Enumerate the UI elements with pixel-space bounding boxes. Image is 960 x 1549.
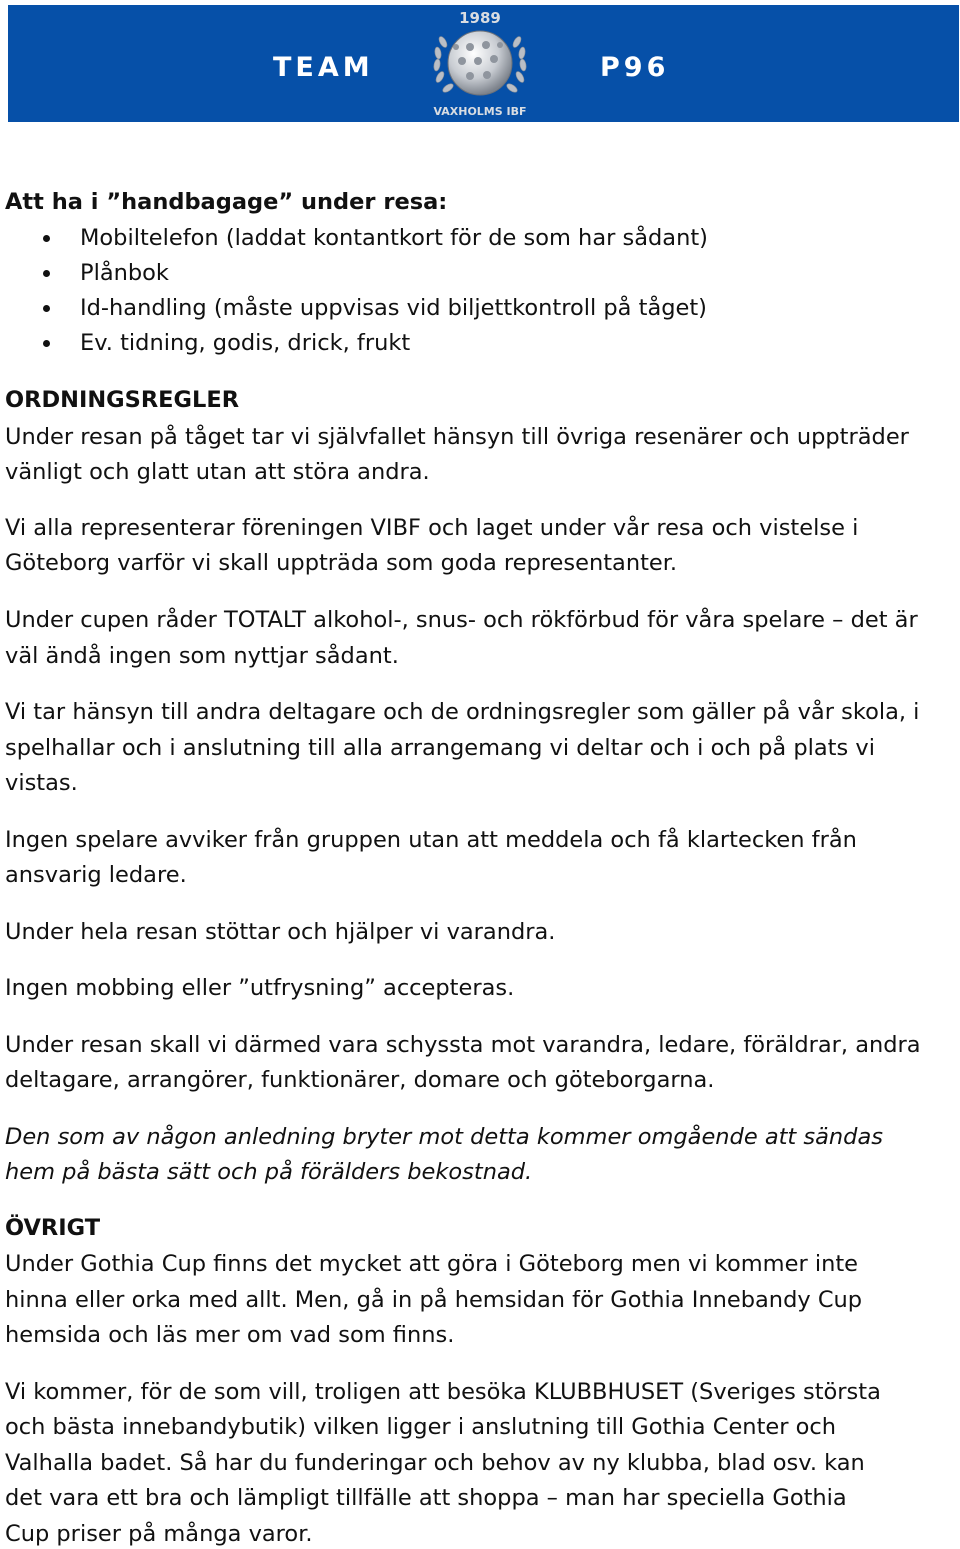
bullet-icon (43, 305, 50, 312)
paragraph-line: deltagare, arrangörer, funktionärer, domare och göteborgarna. (5, 1067, 715, 1093)
logo-club-name: VAXHOLMS IBF (433, 105, 527, 118)
paragraph-line: Den som av någon anledning bryter mot detta kommer omgående att sändas (5, 1124, 883, 1150)
banner-right-word: P96 (600, 52, 670, 83)
paragraph-line: spelhallar och i anslutning till alla arrangemang vi deltar och i och på plats vi (5, 735, 875, 761)
bullet-icon (43, 340, 50, 347)
paragraph-line: hem på bästa sätt och på förälders bekostnad. (5, 1159, 533, 1185)
logo-year: 1989 (459, 9, 501, 27)
banner-left-word: TEAM (273, 52, 374, 83)
club-logo (420, 5, 540, 122)
list-item-text: Mobiltelefon (laddat kontantkort för de som har sådant) (80, 225, 708, 251)
paragraph-line: Under hela resan stöttar och hjälper vi varandra. (5, 919, 556, 945)
list-item-text: Plånbok (80, 260, 169, 286)
paragraph-line: Under Gothia Cup finns det mycket att göra i Göteborg men vi kommer inte (5, 1251, 859, 1277)
paragraph-line: väl ändå ingen som nyttjar sådant. (5, 643, 399, 669)
paragraph-line: Cup priser på många varor. (5, 1521, 313, 1547)
bullet-icon (43, 235, 50, 242)
bullet-icon (43, 270, 50, 277)
list-item-text: Id-handling (måste uppvisas vid biljettkontroll på tåget) (80, 295, 707, 321)
paragraph-line: Göteborg varför vi skall uppträda som goda representanter. (5, 550, 678, 576)
paragraph-line: Vi tar hänsyn till andra deltagare och de ordningsregler som gäller på vår skola, i (5, 699, 920, 725)
paragraph-line: hemsida och läs mer om vad som finns. (5, 1322, 455, 1348)
header-banner (8, 5, 959, 122)
paragraph-line: Under resan skall vi därmed vara schyssta mot varandra, ledare, föräldrar, andra (5, 1032, 921, 1058)
paragraph-line: vänligt och glatt utan att störa andra. (5, 459, 430, 485)
paragraph-line: Under cupen råder TOTALT alkohol-, snus- och rökförbud för våra spelare – det är (5, 607, 918, 633)
paragraph-line: det vara ett bra och lämpligt tillfälle att shoppa – man har speciella Gothia (5, 1485, 847, 1511)
list-item-text: Ev. tidning, godis, drick, frukt (80, 330, 411, 356)
paragraph-line: Vi alla representerar föreningen VIBF och laget under vår resa och vistelse i (5, 515, 859, 541)
paragraph-line: Ingen mobbing eller ”utfrysning” accepteras. (5, 975, 515, 1001)
handbagage-heading: Att ha i ”handbagage” under resa: (5, 189, 448, 215)
paragraph-line: Vi kommer, för de som vill, troligen att besöka KLUBBHUSET (Sveriges största (5, 1379, 881, 1405)
ovrigt-heading: ÖVRIGT (5, 1215, 101, 1241)
paragraph-line: Valhalla badet. Så har du funderingar och behov av ny klubba, blad osv. kan (5, 1450, 865, 1476)
ordningsregler-heading: ORDNINGSREGLER (5, 387, 240, 413)
paragraph-line: Under resan på tåget tar vi självfallet hänsyn till övriga resenärer och uppträder (5, 424, 909, 450)
paragraph-line: hinna eller orka med allt. Men, gå in på hemsidan för Gothia Innebandy Cup (5, 1287, 863, 1313)
paragraph-line: Ingen spelare avviker från gruppen utan att meddela och få klartecken från (5, 827, 857, 853)
paragraph-line: vistas. (5, 770, 78, 796)
paragraph-line: ansvarig ledare. (5, 862, 187, 888)
paragraph-line: och bästa innebandybutik) vilken ligger i anslutning till Gothia Center och (5, 1414, 837, 1440)
